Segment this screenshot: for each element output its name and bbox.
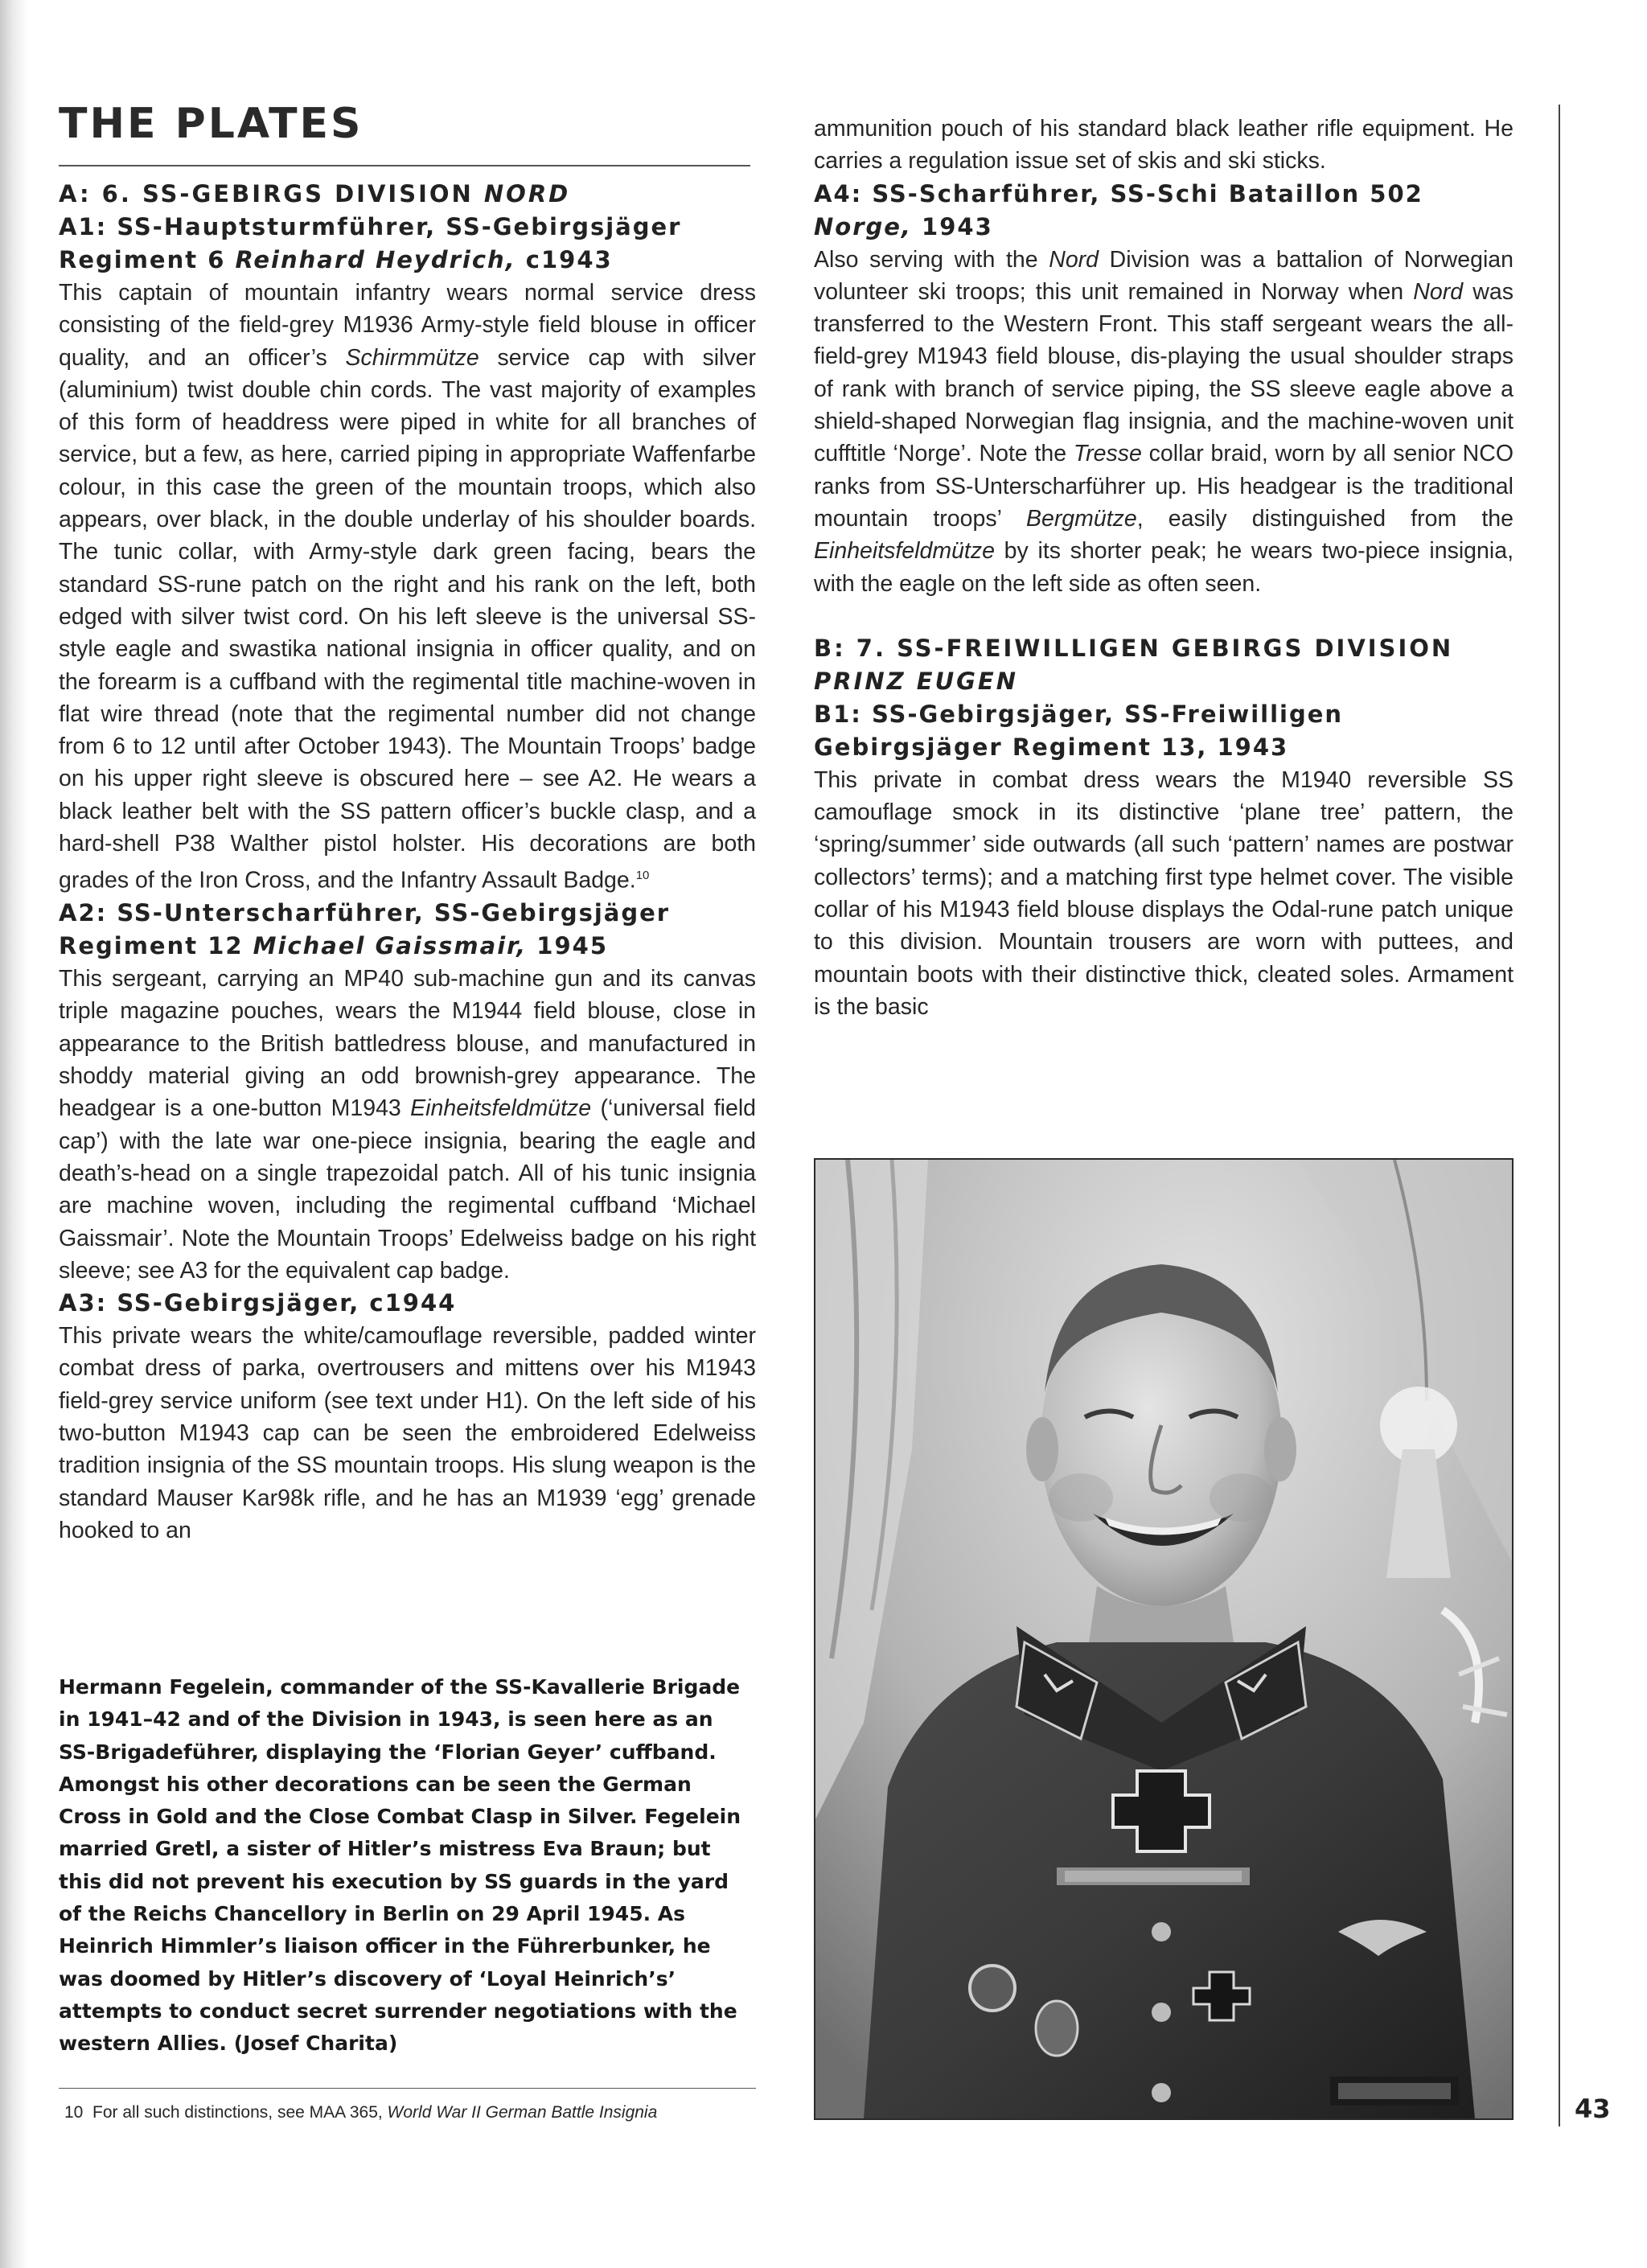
footnote-reference: 10 [635, 869, 650, 883]
title-rule [59, 165, 750, 166]
section-gap [814, 600, 1514, 632]
footnote: 10 For all such distinctions, see MAA 365, World War II German Battle Insignia [64, 2103, 658, 2122]
paragraph-a3: This private wears the white/camouflage reversible, padded winter combat dress of parka, overtrousers and mittens over his M1943 field-grey service uniform (see text under H1). On the left side of his two-button M1943 cap can be seen the embroidered Edelweiss tradition insignia of the SS mountain troops. His slung weapon is the standard Mauser Kar98k rifle, and he has an M1939 ‘egg’ grenade hooked to an [59, 1323, 756, 1543]
section-heading-b-line1: B: 7. SS-FREIWILLIGEN GEBIRGS DIVISION [814, 634, 1454, 662]
section-heading-b-line2: PRINZ EUGEN [814, 667, 1019, 695]
portrait-photo-illustration [815, 1160, 1512, 2118]
page-gutter-shadow [0, 0, 27, 2268]
heading-b1-line2: Gebirgsjäger Regiment 13, 1943 [814, 733, 1289, 761]
heading-a1-line2: Regiment 6 Reinhard Heydrich, c1943 [59, 246, 613, 273]
photo-caption: Hermann Fegelein, commander of the SS-Kavallerie Brigade in 1941–42 and of the Division in 1943, is seen here as an SS-Brigadeführer, displaying the ‘Florian Geyer’ cuffband. Amongst his other decorations can be seen the German Cross in Gold and the Close Combat Clasp in Silver. Fegelein married Gretl, a sister of Hitler’s mistress Eva Braun; but this did not prevent his execution by SS guards in the yard of the Reichs Chancellory in Berlin on 29 April 1945. As Heinrich Himmler’s liaison officer in the Führerbunker, he was doomed by Hitler’s discovery of ‘Loyal Heinrich’s’ attempts to conduct secret surrender negotiations with the western Allies. (Josef Charita) [59, 1675, 741, 2056]
paragraph-a1: This captain of mountain infantry wears normal service dress consisting of the field-grey M1936 Army-style field blouse in officer quality, and an officer’s Schirmmütze service cap with silver (aluminium) twist double chin cords. The vast majority of examples of this form of headdress were piped in white for all branches of service, but a few, as here, carried piping in appropriate Waffenfarbe colour, in this case the green of the mountain troops, which also appears, over black, in the double underlay of his shoulder boards. The tunic collar, with Army-style dark green facing, bears the standard SS-rune patch on the right and his rank on the left, both edged with silver twist cord. On his left sleeve is the universal SS-style eagle and swastika national insignia in officer quality, and on the forearm is a cuffband with the regimental title machine-woven in flat wire thread (note that the regimental number did not change from 6 to 12 until after October 1943). The Mountain Troops’ badge on his upper right sleeve is obscured here – see A2. He wears a black leather belt with the SS pattern officer’s buckle clasp, and a hard-shell P38 Walther pistol holster. His decorations are both grades of the Iron Cross, and the Infantry Assault Badge.$^{10}$ [59, 280, 756, 894]
heading-b1-line1: B1: SS-Gebirgsjäger, SS-Freiwilligen [814, 700, 1344, 728]
paragraph-a4: Also serving with the Nord Division was a battalion of Norwegian volunteer ski troops; this unit remained in Norway when Nord was transferred to the Western Front. This staff sergeant wears the all-field-grey M1943 field blouse, dis-playing the usual shoulder straps of rank with branch of service piping, the SS sleeve eagle above a shield-shaped Norwegian flag insignia, and the machine-woven unit cufftitle ‘Norge’. Note the Tresse collar braid, worn by all senior NCO ranks from SS-Unterscharführer up. His headgear is the traditional mountain troops’ Bergmütze, easily distinguished from the Einheitsfeldmütze by its shorter peak; he wears two-piece insignia, with the eagle on the left side as often seen. [814, 246, 1514, 597]
page-edge-rule [1559, 105, 1560, 2126]
heading-a1-line1: A1: SS-Hauptsturmführer, SS-Gebirgsjäger [59, 213, 682, 240]
heading-a2-line1: A2: SS-Unterscharführer, SS-Gebirgsjäger [59, 899, 671, 927]
paragraph-b1: This private in combat dress wears the M1940 reversible SS camouflage smock in its distinctive ‘plane tree’ pattern, the ‘spring/summer’ side outwards (all such ‘pattern’ names are postwar collectors’ terms); and a matching first type helmet cover. The visible collar of his M1943 field blouse displays the Odal-rune patch unique to this division. Mountain trousers are worn with puttees, and mountain boots with their distinctive thick, cleated soles. Armament is the basic [814, 766, 1514, 1020]
right-column [814, 113, 1514, 1023]
heading-a3: A3: SS-Gebirgsjäger, c1944 [59, 1289, 457, 1317]
portrait-photo [814, 1158, 1514, 2120]
page-number: 43 [1575, 2093, 1611, 2124]
footnote-rule [59, 2088, 756, 2089]
paragraph-a2: This sergeant, carrying an MP40 sub-machine gun and its canvas triple magazine pouches, wears the M1944 field blouse, close in appearance to the British battledress blouse, and manufactured in shoddy material giving an odd brownish-grey appearance. The headgear is a one-button M1943 Einheitsfeldmütze (‘universal field cap’) with the late war one-piece insignia, bearing the eagle and death’s-head on a single trapezoidal patch. All of his tunic insignia are machine woven, including the regimental cuffband ‘Michael Gaissmair’. Note the Mountain Troops’ Edelweiss badge on his right sleeve; see A3 for the equivalent cap badge. [59, 966, 757, 1284]
heading-a4-line1: A4: SS-Scharführer, SS-Schi Bataillon 502 [814, 179, 1423, 207]
heading-a4-line2: Norge, 1943 [814, 212, 993, 240]
left-column [59, 97, 756, 1547]
paragraph-a3-continued: ammunition pouch of his standard black leather rifle equipment. He carries a regulation issue set of skis and ski sticks. [814, 116, 1514, 175]
section-heading-a: A: 6. SS-GEBIRGS DIVISION NORD [59, 180, 571, 207]
page-title: THE PLATES [59, 100, 363, 148]
heading-a2-line2: Regiment 12 Michael Gaissmair, 1945 [59, 932, 608, 960]
